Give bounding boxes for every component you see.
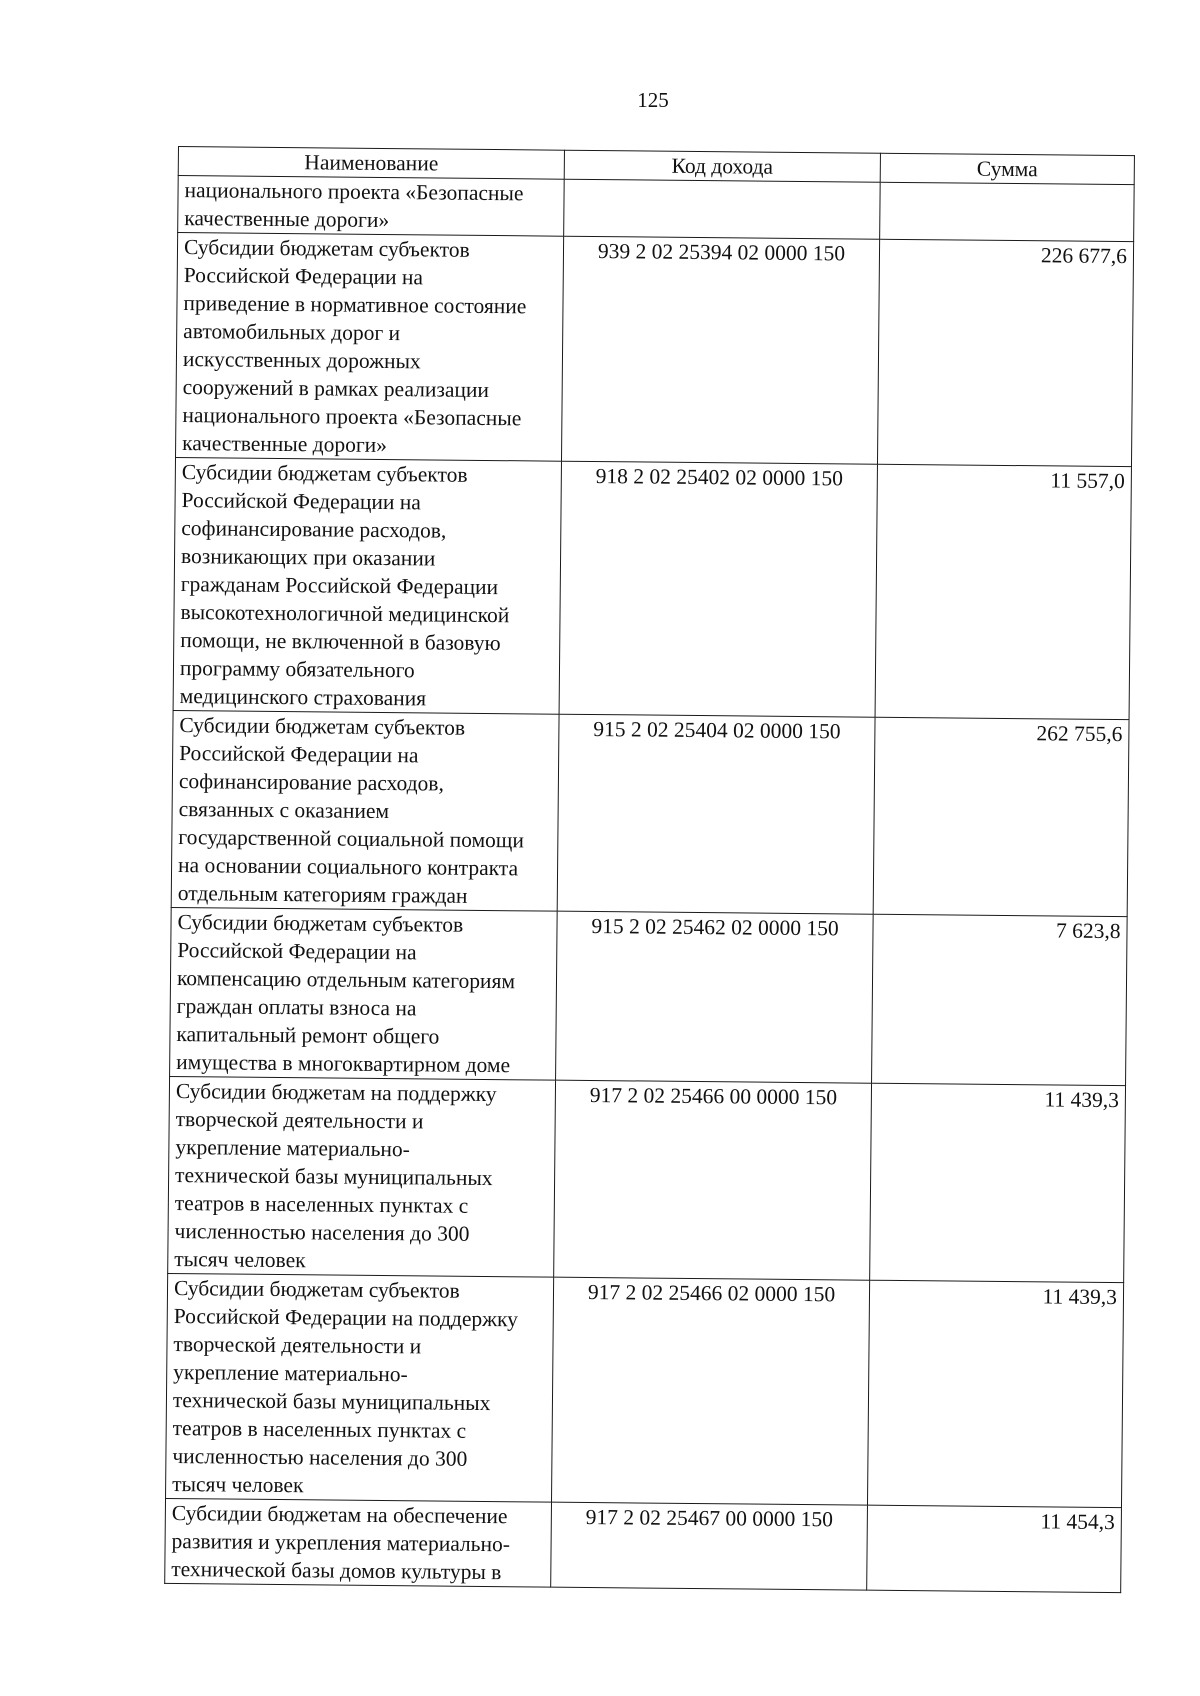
revenue-name-line: Субсидии бюджетам субъектов (183, 235, 470, 262)
revenue-sum-cell (880, 182, 1135, 241)
table-row (165, 1498, 1122, 1592)
revenue-code-cell: 917 2 02 25467 00 0000 150 (551, 1502, 868, 1590)
revenue-code-cell: 918 2 02 25402 02 0000 150 (559, 461, 877, 717)
revenue-name-line: капитальный ремонт общего (176, 1022, 440, 1049)
table-row (171, 710, 1129, 916)
revenue-name-line: технической базы муниципальных (172, 1388, 491, 1416)
revenue-name-line: возникающих при оказании (180, 544, 436, 571)
revenue-name-line: национального проекта «Безопасные (182, 403, 522, 431)
table-row (166, 1273, 1124, 1507)
revenue-name-line: Субсидии бюджетам субъектов (179, 713, 466, 740)
table-row (170, 907, 1128, 1085)
revenue-name-line: имущества в многоквартирном доме (176, 1050, 511, 1078)
revenue-sum-cell: 11 454,3 (867, 1505, 1122, 1592)
revenue-code-cell: 915 2 02 25404 02 0000 150 (557, 714, 875, 914)
revenue-name-line: укрепление материально- (173, 1360, 408, 1387)
revenue-name-cell (168, 1076, 556, 1277)
revenue-name-line: творческой деятельности и (175, 1107, 424, 1134)
revenue-name-line: на основании социального контракта (177, 853, 519, 881)
revenue-name-line: Субсидии бюджетам субъектов (173, 1276, 460, 1303)
revenue-name-line: численностью населения до 300 (172, 1444, 468, 1471)
revenue-code-cell: 915 2 02 25462 02 0000 150 (556, 911, 874, 1083)
table-row (176, 233, 1134, 467)
revenue-name-line: софинансирование расходов, (178, 769, 445, 796)
revenue-name-line: технической базы домов культуры в (171, 1557, 502, 1585)
revenue-sum-cell: 226 677,6 (877, 239, 1133, 466)
revenue-name-line: Субсидии бюджетам на поддержку (175, 1079, 497, 1107)
revenue-name-cell (166, 1273, 554, 1502)
table-body (165, 176, 1134, 1593)
revenue-name-line: Субсидии бюджетам на обеспечение (171, 1501, 508, 1529)
revenue-name-line: связанных с оказанием (178, 797, 390, 824)
revenue-name-line: Субсидии бюджетам субъектов (177, 910, 464, 937)
revenue-sum-cell: 11 439,3 (867, 1280, 1123, 1507)
revenue-name-line: численностью населения до 300 (174, 1219, 470, 1246)
revenue-name-line: медицинского страхования (179, 684, 427, 711)
revenue-name-line: тысяч человек (172, 1472, 304, 1498)
revenue-table (164, 146, 1135, 1593)
revenue-sum-cell: 11 557,0 (875, 464, 1131, 719)
revenue-name-line: государственной социальной помощи (178, 825, 525, 853)
revenue-name-line: софинансирование расходов, (181, 516, 447, 543)
revenue-name-line: автомобильных дорог и (183, 319, 401, 346)
revenue-name-line: творческой деятельности и (173, 1332, 422, 1359)
revenue-code-cell: 917 2 02 25466 00 0000 150 (554, 1080, 872, 1280)
revenue-name-cell (171, 710, 559, 911)
table-row (168, 1076, 1126, 1282)
revenue-name-line: тысяч человек (174, 1247, 306, 1273)
revenue-name-cell (178, 176, 565, 237)
revenue-name-line: развития и укрепления материально- (171, 1529, 511, 1557)
revenue-sum-cell: 11 439,3 (870, 1083, 1126, 1282)
revenue-name-line: укрепление материально- (175, 1135, 411, 1162)
revenue-name-line: театров в населенных пунктах с (174, 1191, 469, 1218)
revenue-name-line: национального проекта «Безопасные (184, 178, 524, 206)
header-name: Наименование (178, 147, 564, 180)
revenue-name-line: Российской Федерации на (179, 741, 419, 768)
revenue-name-line: театров в населенных пунктах с (172, 1416, 467, 1443)
revenue-name-line: высокотехнологичной медицинской (180, 600, 510, 628)
header-code: Код дохода (564, 150, 880, 182)
revenue-name-line: Российской Федерации на (177, 938, 417, 965)
revenue-name-line: технической базы муниципальных (175, 1163, 493, 1191)
revenue-name-line: Российской Федерации на (183, 263, 424, 290)
revenue-sum-cell: 7 623,8 (872, 914, 1128, 1085)
revenue-name-line: качественные дороги» (184, 206, 390, 233)
page-number: 125 (637, 88, 669, 112)
revenue-sum-cell: 262 755,6 (873, 717, 1129, 916)
revenue-name-line: компенсацию отдельным категориям (176, 966, 516, 994)
revenue-name-line: приведение в нормативное состояние (183, 291, 527, 319)
revenue-name-line: Российской Федерации на (181, 488, 422, 515)
revenue-name-cell (165, 1498, 552, 1587)
table-row (178, 176, 1135, 242)
revenue-name-line: гражданам Российской Федерации (180, 572, 499, 600)
revenue-name-cell (170, 907, 558, 1080)
revenue-name-cell (176, 233, 564, 462)
revenue-name-line: искусственных дорожных (182, 347, 421, 374)
revenue-code-cell: 917 2 02 25466 02 0000 150 (551, 1277, 869, 1505)
revenue-code-cell: 939 2 02 25394 02 0000 150 (561, 236, 879, 464)
header-sum: Сумма (880, 153, 1134, 184)
revenue-code-cell (564, 179, 881, 239)
revenue-name-line: помощи, не включенной в базовую (180, 628, 501, 656)
revenue-name-line: программу обязательного (179, 656, 415, 683)
revenue-name-line: Российской Федерации на поддержку (173, 1304, 519, 1332)
revenue-name-cell (173, 457, 561, 714)
table-row (173, 457, 1131, 719)
revenue-name-line: граждан оплаты взноса на (176, 994, 417, 1021)
revenue-name-line: сооружений в рамках реализации (182, 375, 490, 402)
revenue-name-line: Субсидии бюджетам субъектов (181, 460, 468, 487)
revenue-name-line: отдельным категориям граждан (177, 881, 468, 908)
revenue-name-line: качественные дороги» (182, 431, 388, 458)
